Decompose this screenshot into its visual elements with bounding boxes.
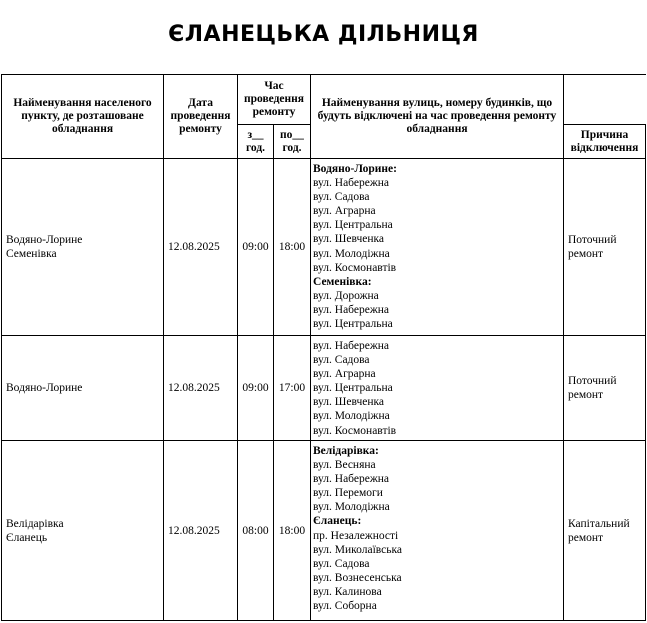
time-from-cell: 08:00 [238,441,274,621]
street-item: вул. Космонавтів [313,424,397,437]
street-item: вул. Центральна [313,382,393,395]
street-item: вул. Миколаївська [313,543,403,556]
street-item: вул. Аграрна [313,368,376,381]
streets-cell [311,336,564,441]
street-item: вул. Молодіжна [313,501,390,514]
reason-line: ремонт [568,389,604,401]
street-item: пр. Незалежності [313,529,399,542]
header-settlement: Найменування населеного пункту, де розташоване обладнання [2,75,164,159]
street-item: вул. Калинова [313,585,382,598]
street-item: вул. Молодіжна [313,247,390,260]
street-group-label: Єланець: [313,515,362,528]
table-row [2,441,646,621]
reason-line: Поточний [568,234,617,246]
reason-line: ремонт [568,248,604,260]
outage-table [1,74,646,621]
street-item: вул. Соборна [313,600,377,613]
settlement-line: Велідарівка [6,517,64,530]
reason-line: Капітальний [568,517,630,530]
street-item: вул. Садова [313,191,370,204]
settlement-cell [2,159,164,336]
header-streets: Найменування вулиць, номеру будинків, що будуть відключені на час проведення ремонту обладнання [311,75,564,159]
street-item: вул. Садова [313,557,370,570]
street-group-label: Водяно-Лорине: [313,163,397,175]
street-item: вул. Дорожна [313,289,379,302]
street-item: вул. Космонавтів [313,261,397,274]
street-group-label: Велідарівка: [313,445,379,457]
date-cell: 12.08.2025 [164,336,238,441]
header-to: по__ год. [274,125,311,159]
header-reason: Причина відключення [564,125,646,159]
time-from-cell: 09:00 [238,336,274,441]
street-item: вул. Набережна [313,303,390,316]
streets-cell [311,441,564,621]
time-to-cell: 18:00 [274,441,311,621]
table-row [2,336,646,441]
time-to-cell: 17:00 [274,336,311,441]
header-from: з__ год. [238,125,274,159]
streets-cell [311,159,564,336]
street-item: вул. Вознесенська [313,571,402,584]
table-row [2,159,646,336]
reason-line: Поточний [568,375,617,387]
street-item: вул. Перемоги [313,487,383,500]
settlement-line: Єланець [6,531,48,544]
table-body [2,159,646,621]
street-item: вул. Набережна [313,177,390,190]
settlement-cell [2,441,164,621]
reason-line: ремонт [568,531,604,544]
street-item: вул. Молодіжна [313,410,390,423]
street-item: вул. Садова [313,354,370,367]
settlement-cell [2,336,164,441]
header-reason-spacer [564,75,646,125]
reason-cell [564,441,646,621]
street-item: вул. Центральна [313,219,393,232]
time-from-cell: 09:00 [238,159,274,336]
reason-cell [564,159,646,336]
street-item: вул. Центральна [313,318,393,331]
street-item: вул. Шевченка [313,396,385,409]
date-cell: 12.08.2025 [164,159,238,336]
reason-cell [564,336,646,441]
header-date: Дата проведення ремонту [164,75,238,159]
page-title: ЄЛАНЕЦЬКА ДІЛЬНИЦЯ [168,22,479,47]
street-item: вул. Аграрна [313,205,376,218]
street-group-label: Семенівка: [313,275,372,288]
street-item: вул. Набережна [313,340,390,352]
settlement-line: Семенівка [6,248,57,260]
street-item: вул. Набережна [313,473,390,486]
header-time: Час проведення ремонту [238,75,311,125]
settlement-line: Водяно-Лорине [6,234,83,246]
street-item: вул. Шевченка [313,233,385,246]
date-cell: 12.08.2025 [164,441,238,621]
street-item: вул. Весняна [313,459,376,472]
time-to-cell: 18:00 [274,159,311,336]
settlement-line: Водяно-Лорине [6,382,83,394]
